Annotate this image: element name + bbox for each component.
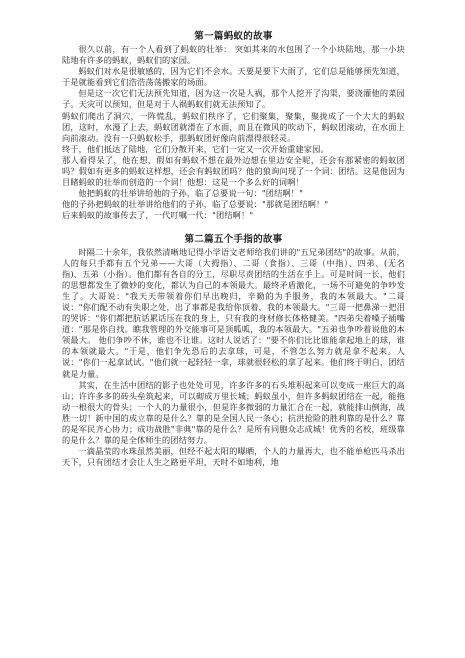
story1-paragraph: 但是这一次它们无法预先知道，因为这一次是人祸，那个人挖开了沟渠，要浇灌他的菜园子。天灾可以预知，但是对于人祸蚂蚁们就无法预知了。 [62, 88, 405, 110]
story1-paragraph: 蚂蚁们对水是很敏感的，因为它们不会水。天要是要下大雨了，它们总是能够预先知道，于是就能看到它们浩浩荡荡搬家的场面。 [62, 66, 405, 88]
story1-title: 第一篇蚂蚁的故事 [194, 31, 273, 42]
story2-paragraph: 一滴晶莹的水珠虽然美丽，但经不起太阳的曝晒，个人的力量再大，也不能单枪匹马杀出天下，只有团结才会让人生之路更平坦，天时不如地利，地 [62, 446, 405, 468]
story1-paragraph: 终于，他们抵达了陆地，它们分散开来，它们一定又一次开始重建家园。 [62, 143, 329, 154]
story2-paragraph: 时隔二十余年，我依然清晰地记得小学语文老师给我们讲的"五兄弟团结"的故事。从前，人的每只手都有五个兄弟——大哥（大拇指）、二哥（食指）、三哥（中指）、四弟、(无名指)、五弟（小指）。他们都有各自的分工，尽职尽责团结的生活在手上。可是时间一长，他们的思想都发生了微妙的变化，都认为自己的本领最大。最终矛盾激化，一场不可避免的争吵发生了。大哥说："我天天带领着你们早出晚归，辛勤的为手服务，我的本领最大。"二哥说："你们配不动有失职之处，出了事都是我给你顶着，我的本领最大。"三哥一把鼻涕一把泪的哭诉："你们都把肮话累话压在我的身上，只有我的身材修长体格健美。"四弟尖着嗓子插嘴道："那是你自找。瞧我管理的外交能事可是顶呱呱，我的本领最大。"五弟也争吵着说他的本领最大。 他们争吵不休，谁也不让谁。这时人说话了："要不你们比比谁能拿起地上的球，谁的本领就最大。"于是，他们争先恐后的去拿球，可是，不管怎么努力就是拿不起来。人说："你们一起拿试试。"他们就一起轻轻一拿，球就很轻松的拿了起来。他们终于明白，团结就是力量。 [62, 246, 405, 379]
story1-paragraph: 他的子孙把蚂蚁的壮举讲给他们的子孙，临了总要说："那就是团结啊！" [62, 199, 329, 210]
story1-body [62, 44, 405, 222]
story2-title: 第二篇五个手指的故事 [184, 233, 283, 245]
story1-paragraph: 蚂蚁们爬出了洞穴，一阵慌乱，蚂蚁们秩序了，它们聚集，聚集，聚拢成了一个大大的蚂蚁团，这时，水漫了上去，蚂蚁团就滑在了水面，而且在微风的吹动下，蚂蚁团滚动，在水面上向前滚动。没有一只蚂蚁松手，那蚂蚁团好像向前漂得很轻灵。 [62, 110, 405, 143]
story2-paragraph: 其实，在生活中团结的影子也处处可见，许多许多的石头堆积起来可以变成一座巨大的高山；许许多多的砖头垒筑起来，可以砌成万里长城；蚂蚁虽小，但许多蚂蚁团结在一起，能拖动一根很大的骨头；一个人的力量很小，但是许多微弱的力量汇合在一起，就能排山倒海，战胜一切！新中国的成立靠的是什么？靠的是全国人民一条心；抗洪抢险的胜利靠的是什么？靠的是军民齐心协力；成功战胜"非典"靠的是什么？是所有同胞众志成城！优秀的名校，班级靠的是什么？靠的是全体师生的团结努力。 [62, 379, 405, 446]
story1-paragraph: 很久以前，有一个人看到了蚂蚁的壮举： 突如其来的水包围了一个小块陆地，那一小块陆地有许多的蚂蚁，蚂蚁们的家园。 [62, 44, 405, 66]
story1-paragraph: 后来蚂蚁的故事传去了，一代叮嘱一代："团结啊！" [62, 210, 254, 221]
story1-paragraph: 那人看得呆了，他在想，假如有蚂蚁不想在最外边想在里边安全呢，还会有那紧密的蚂蚁团吗？假如有更多的蚂蚁这样想，还会有蚂蚁团吗？他的狼询问现了一个词：团结。这是他因为目睹蚂蚁的壮举而创造的一个词！他想：这是一个多么好的词啊！ [62, 154, 405, 188]
story1-paragraph: 他把蚂蚁的壮举讲给他的子孙，临了总要说一句："团结啊！" [78, 188, 303, 199]
story2-body [62, 247, 405, 469]
